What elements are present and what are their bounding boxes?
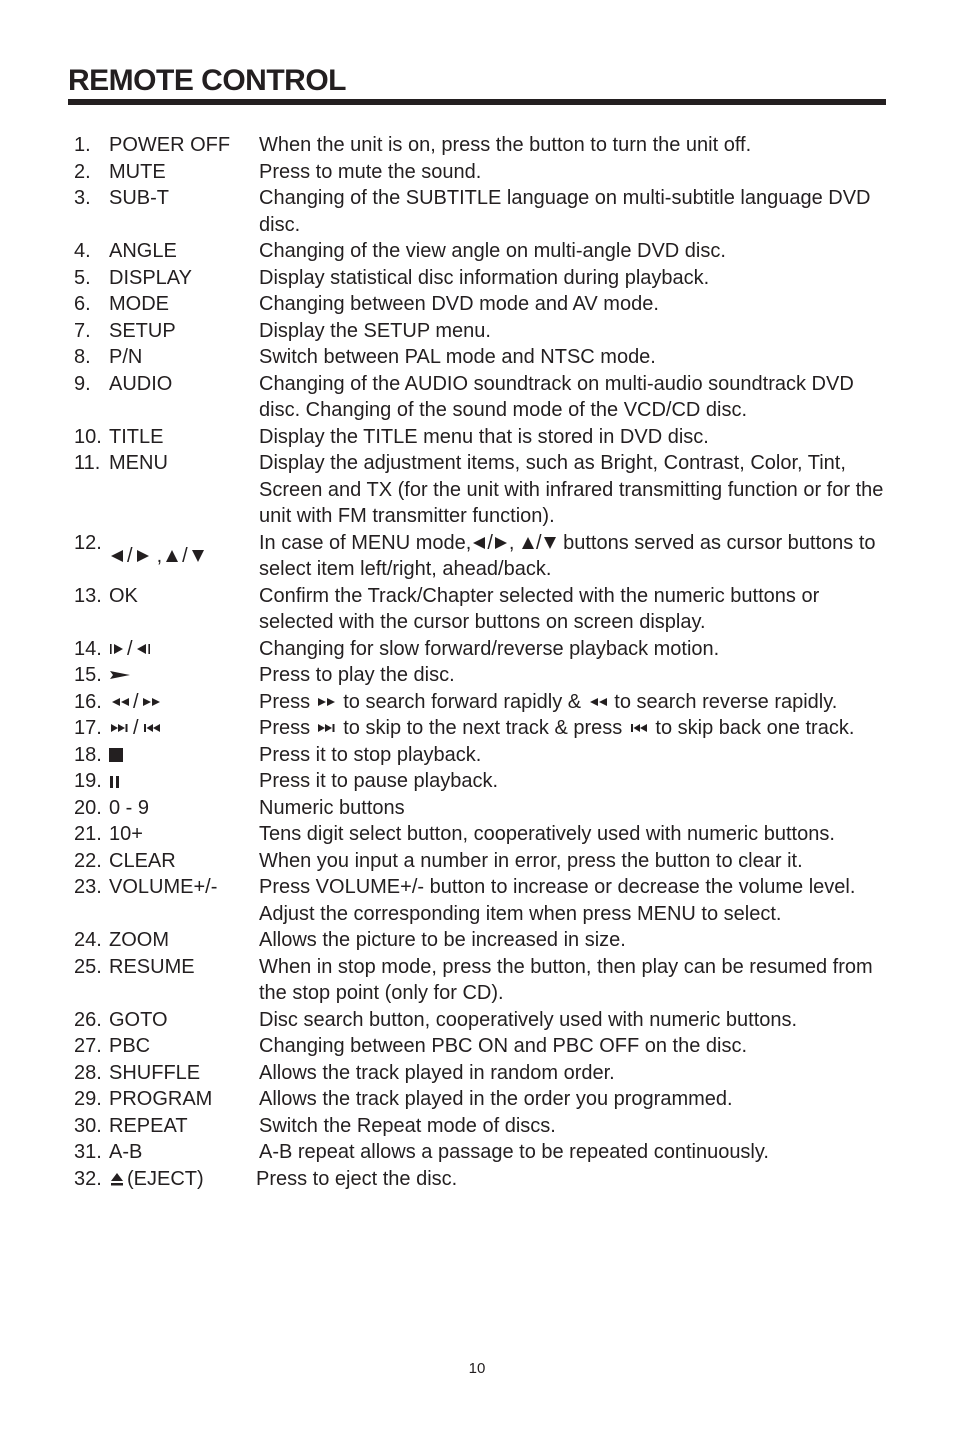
item-number: 9.	[74, 372, 91, 395]
item-number: 24.	[74, 929, 102, 951]
item-description: Changing between DVD mode and AV mode.	[259, 293, 659, 315]
button-name: MENU	[109, 452, 168, 474]
list-item	[74, 238, 890, 265]
item-number: 25.	[74, 955, 102, 978]
list-item	[74, 583, 890, 636]
stop-icon	[109, 748, 125, 762]
list-item	[74, 450, 890, 530]
button-name: CLEAR	[109, 849, 176, 872]
item-description: Disc search button, cooperatively used with numeric buttons.	[259, 1008, 798, 1031]
pause-icon	[109, 774, 125, 788]
item-description: Press to play the disc.	[259, 664, 455, 686]
page-title: REMOTE CONTROL	[68, 64, 346, 97]
list-item	[74, 768, 890, 795]
title-rule	[68, 99, 886, 105]
item-description: When you input a number in error, press the button to clear it.	[259, 849, 803, 872]
left-arrow-icon	[471, 536, 487, 550]
item-description: Changing for slow forward/reverse playback motion.	[259, 637, 720, 660]
item-number: 27.	[74, 1035, 102, 1057]
list-item	[74, 927, 890, 954]
list-item	[74, 371, 890, 424]
item-number: 26.	[74, 1008, 102, 1031]
item-number: 17.	[74, 717, 102, 739]
right-arrow-icon	[135, 549, 151, 563]
button-name: TITLE	[109, 425, 164, 448]
slow-reverse-icon	[135, 642, 151, 656]
button-name: ZOOM	[109, 929, 169, 951]
item-description: Press it to pause playback.	[259, 770, 499, 792]
remote-button-list	[74, 132, 890, 1192]
previous-track-icon	[628, 721, 650, 735]
button-name: PROGRAM	[109, 1088, 213, 1110]
up-arrow-icon	[164, 549, 180, 563]
item-description: Display the adjustment items, such as Bright, Contrast, Color, Tint, Screen and TX (for the unit with infrared transmitting function or for the unit with FM transmitter function).	[259, 452, 884, 527]
list-item	[74, 795, 890, 822]
button-name: GOTO	[109, 1008, 168, 1031]
item-number: 23.	[74, 876, 102, 898]
item-number: 29.	[74, 1088, 102, 1110]
list-item	[74, 1060, 890, 1087]
list-item	[74, 874, 890, 927]
button-name: P/N	[109, 346, 143, 368]
list-item	[74, 1007, 890, 1034]
up-arrow-icon	[520, 536, 536, 550]
list-item	[74, 530, 890, 583]
button-name: REPEAT	[109, 1114, 188, 1137]
item-description: Switch between PAL mode and NTSC mode.	[259, 346, 656, 368]
item-description: Press to skip to the next track & press to skip back one track.	[259, 717, 855, 739]
item-description: Press VOLUME+/- button to increase or decrease the volume level. Adjust the corresponding item when press MENU to select.	[259, 876, 856, 925]
list-item	[74, 1113, 890, 1140]
next-track-icon	[316, 721, 338, 735]
item-number: 28.	[74, 1061, 102, 1084]
item-number: 22.	[74, 849, 102, 872]
rewind-icon	[109, 695, 131, 709]
item-description: When in stop mode, press the button, then play can be resumed from the stop point (only for CD).	[259, 955, 873, 1004]
button-name: 10+	[109, 823, 143, 845]
item-number: 32.	[74, 1167, 102, 1190]
list-item	[74, 821, 890, 848]
item-number: 4.	[74, 240, 91, 262]
item-number: 2.	[74, 160, 91, 183]
list-item	[74, 265, 890, 292]
item-number: 31.	[74, 1141, 102, 1163]
list-item	[74, 848, 890, 875]
button-name: MUTE	[109, 160, 166, 183]
button-name: A-B	[109, 1141, 143, 1163]
item-description: Changing of the view angle on multi-angle DVD disc.	[259, 240, 726, 262]
page-number: 10	[468, 1360, 486, 1377]
item-number: 5.	[74, 266, 91, 289]
item-description: Numeric buttons	[259, 796, 405, 819]
item-number: 14.	[74, 637, 102, 660]
item-description: Display the SETUP menu.	[259, 319, 491, 342]
play-icon	[109, 668, 131, 682]
item-description: Press to eject the disc.	[256, 1167, 458, 1190]
list-item	[74, 132, 890, 159]
button-name: SHUFFLE	[109, 1061, 201, 1084]
list-item	[74, 159, 890, 186]
item-description: Tens digit select button, cooperatively used with numeric buttons.	[259, 823, 835, 845]
item-description: Press it to stop playback.	[259, 743, 482, 766]
item-description: Allows the picture to be increased in size.	[259, 929, 626, 951]
item-number: 7.	[74, 319, 91, 342]
cursor-buttons-symbol: / , /	[109, 530, 206, 583]
item-description: Display statistical disc information during playback.	[259, 266, 710, 289]
button-name: PBC	[109, 1035, 151, 1057]
item-number: 19.	[74, 770, 102, 792]
list-item	[74, 424, 890, 451]
fast-forward-icon	[316, 695, 338, 709]
item-number: 11.	[74, 452, 101, 474]
rewind-icon	[587, 695, 609, 709]
search-buttons-symbol: /	[109, 689, 163, 716]
right-arrow-icon	[493, 536, 509, 550]
item-number: 18.	[74, 743, 102, 766]
button-name: DISPLAY	[109, 266, 192, 289]
slow-forward-icon	[109, 642, 125, 656]
item-number: 15.	[74, 664, 102, 686]
list-item	[74, 742, 890, 769]
slow-buttons-symbol: /	[109, 636, 151, 663]
item-description: Switch the Repeat mode of discs.	[259, 1114, 556, 1137]
item-number: 10.	[74, 425, 102, 448]
button-name: MODE	[109, 293, 169, 315]
fast-forward-icon	[141, 695, 163, 709]
button-name: OK	[109, 584, 138, 607]
list-item	[74, 318, 890, 345]
button-name: (EJECT)	[127, 1167, 204, 1190]
item-description: Allows the track played in random order.	[259, 1061, 615, 1084]
item-description: A-B repeat allows a passage to be repeated continuously.	[259, 1141, 769, 1163]
item-description: Allows the track played in the order you programmed.	[259, 1088, 733, 1110]
item-number: 3.	[74, 187, 91, 209]
next-track-icon	[109, 721, 131, 735]
item-number: 16.	[74, 690, 102, 713]
item-description: When the unit is on, press the button to turn the unit off.	[259, 134, 752, 156]
previous-track-icon	[141, 721, 163, 735]
item-number: 20.	[74, 796, 102, 819]
item-number: 8.	[74, 346, 91, 368]
list-item	[74, 715, 890, 742]
item-description: Press to search forward rapidly & to search reverse rapidly.	[259, 690, 838, 713]
item-number: 30.	[74, 1114, 102, 1137]
button-name: AUDIO	[109, 372, 173, 395]
item-description: Confirm the Track/Chapter selected with the numeric buttons or selected with the cursor buttons on screen display.	[259, 584, 820, 633]
item-description: Changing of the AUDIO soundtrack on multi-audio soundtrack DVD disc. Changing of the sound mode of the VCD/CD disc.	[259, 372, 854, 421]
button-name: POWER OFF	[109, 134, 231, 156]
list-item	[74, 954, 890, 1007]
list-item	[74, 1086, 890, 1113]
eject-icon	[109, 1172, 125, 1186]
item-number: 1.	[74, 134, 91, 156]
item-number: 12.	[74, 531, 102, 554]
down-arrow-icon	[542, 536, 558, 550]
list-item	[74, 636, 890, 663]
item-description: Display the TITLE menu that is stored in DVD disc.	[259, 425, 709, 448]
list-item	[74, 344, 890, 371]
list-item	[74, 662, 890, 689]
item-number: 13.	[74, 584, 102, 607]
button-name: 0 - 9	[109, 796, 150, 819]
button-name: SETUP	[109, 319, 176, 342]
list-item	[74, 1033, 890, 1060]
down-arrow-icon	[190, 549, 206, 563]
list-item	[74, 1166, 890, 1193]
button-name: ANGLE	[109, 240, 177, 262]
button-name: VOLUME+/-	[109, 876, 218, 898]
item-number: 6.	[74, 293, 91, 315]
list-item	[74, 185, 890, 238]
button-name: SUB-T	[109, 187, 169, 209]
item-description: In case of MENU mode, / , / buttons served as cursor buttons to select item left/right, ahead/back.	[259, 531, 876, 580]
list-item	[74, 689, 890, 716]
item-description: Press to mute the sound.	[259, 160, 482, 183]
item-description: Changing of the SUBTITLE language on multi-subtitle language DVD disc.	[259, 187, 871, 236]
item-number: 21.	[74, 823, 102, 845]
left-arrow-icon	[109, 549, 125, 563]
button-name: RESUME	[109, 955, 195, 978]
skip-buttons-symbol: /	[109, 715, 163, 742]
list-item	[74, 1139, 890, 1166]
list-item	[74, 291, 890, 318]
item-description: Changing between PBC ON and PBC OFF on the disc.	[259, 1035, 748, 1057]
